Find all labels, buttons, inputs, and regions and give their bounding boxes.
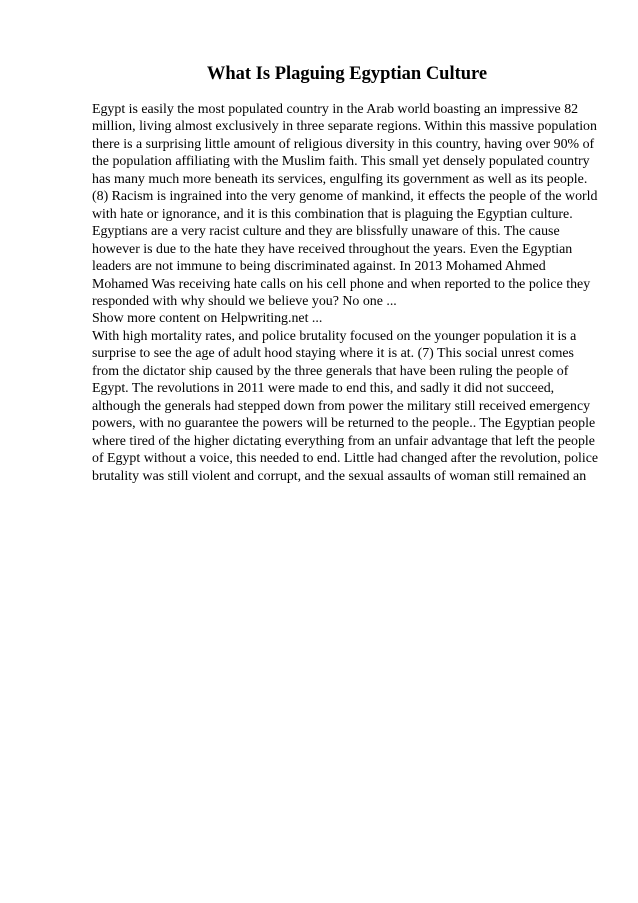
paragraph-intro: Egypt is easily the most populated country in the Arab world boasting an impressive 82 million, living almost exclusively in three separate regions. Within this massive population there is a surprising little amount of religious diversity in this country, having over 90% of the population affiliating with the Muslim faith. This small yet densely populated country has many much more beneath its services, engulfing its government as well as its people. [92, 102, 597, 187]
show-more-link[interactable]: Show more content on Helpwriting.net ... [92, 311, 323, 327]
document-title: What Is Plaguing Egyptian Culture [206, 64, 488, 84]
paragraph-mortality: With high mortality rates, and police brutality focused on the younger population it is a surprise to see the age of adult hood staying where it is at. (7) This social unrest comes from the dictator ship caused by the three generals that have been ruling the people of Egypt. The revolutions in 2011 were made to end this, and sadly it did not succeed, although the generals had stepped down from power the military still received emergency powers, with no guarantee the powers will be returned to the people.. The Egyptian people where tired of the higher dictating everything from an unfair advantage that left the people of Egypt without a voice, this needed to end. Little had changed after the revolution, police brutality was still violent and corrupt, and the sexual assaults of woman still remained an [92, 328, 599, 484]
paragraph-racism: (8) Racism is ingrained into the very genome of mankind, it effects the people of the world with hate or ignorance, and it is this combination that is plaguing the Egyptian culture. Egyptians are a very racist culture and they are blissfully unaware of this. The cause however is due to the hate they have received throughout the years. Even the Egyptian leaders are not immune to being discriminated against. In 2013 Mohamed Ahmed Mohamed Was receiving hate calls on his cell phone and when reported to the police they responded with why should we believe you? No one ... [92, 189, 598, 309]
document-body [92, 101, 602, 485]
